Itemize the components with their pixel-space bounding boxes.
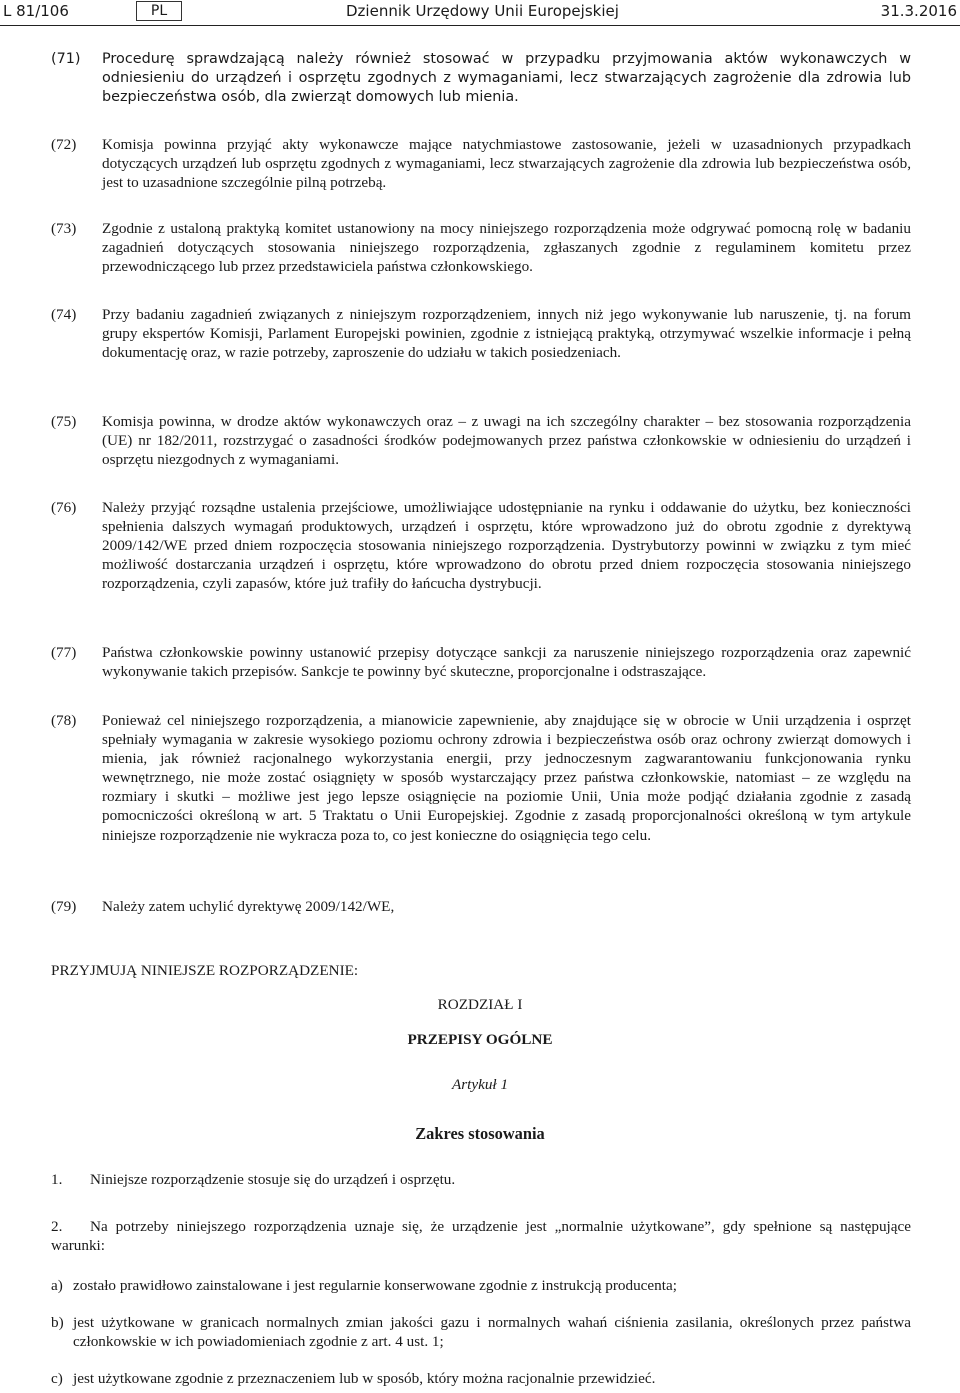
recital-text: Ponieważ cel niniejszego rozporządzenia, a mianowicie zapewnienie, aby znajdujące się w obrocie w Unii urządzenia i osprzęt spełniały wymagania w zakresie wysokiego poziomu ochrony zdrowia i bezpieczeństwa osób oraz ochrony zwierząt domowych i mienia, jak również racjonalnego wykorzystania energii, przy jednoczesnym zagwarantowaniu funkcjonowania rynku wewnętrznego, nie może zostać osiągnięty w sposób wystarczający przez państwa członkowskie, natomiast – ze względu na rozmiary i skutki – możliwe jest jego lepsze osiągnięcie na poziomie Unii, Unia może podjąć działania zgodnie z zasadą pomocniczości określoną w art. 5 Traktatu o Unii Europejskiej. Zgodnie z zasadą proporcjonalności określoną w tym artykule niniejsze rozporządzenie nie wykracza poza to, co jest konieczne do osiągnięcia tego celu. (102, 712, 911, 844)
recital-number: (78) (51, 712, 77, 729)
header-divider (0, 25, 960, 26)
article-paragraph-1 (51, 1170, 911, 1189)
recital-number: (73) (51, 220, 77, 237)
recital-number: (76) (51, 499, 77, 516)
recital-77 (51, 643, 911, 681)
paragraph-text: Niniejsze rozporządzenie stosuje się do urządzeń i osprzętu. (90, 1171, 456, 1188)
recital-text: Komisja powinna przyjąć akty wykonawcze mające natychmiastowe zastosowanie, jeżeli w uzasadnionych przypadkach dotyczących urządzeń lub osprzętu zgodnych z wymaganiami, lecz stwarzających zagrożenie dla zdrowia lub bezpieczeństwa osób, jest to uzasadnione szczególnie pilną potrzebą. (102, 136, 911, 192)
recital-number: (71) (51, 51, 81, 67)
recital-78 (51, 711, 911, 845)
recital-text: Należy przyjąć rozsądne ustalenia przejściowe, umożliwiające udostępnianie na rynku i oddawanie do użytku, bez konieczności spełnienia dalszych wymagań produktowych, urządzeń i osprzętu, które wprowadzono już do obrotu zgodnie z dyrektywą 2009/142/WE przed dniem rozpoczęcia stosowania niniejszego rozporządzenia. Dystrybutorzy powinni w związku z tym mieć możliwość dostarczania urządzeń i osprzętu, które wprowadzono do obrotu przed dniem rozpoczęcia stosowania niniejszego rozporządzenia, czyli zapasów, które już trafiły do łańcucha dystrybucji. (102, 499, 911, 593)
recital-text: Procedurę sprawdzającą należy również stosować w przypadku przyjmowania aktów wykonawczych w odniesieniu do urządzeń i osprzętu zgodnych z wymaganiami, lecz stwarzających zagrożenie dla zdrowia lub bezpieczeństwa osób, dla zwierząt domowych lub mienia. (102, 51, 911, 106)
recital-text: Komisja powinna, w drodze aktów wykonawczych oraz – z uwagi na ich szczególny charakter – bez stosowania rozporządzenia (UE) nr 182/2011, rozstrzygać o zasadności środków podejmowanych przez państwa członkowskie w odniesieniu do urządzeń i osprzętu niezgodnych z wymaganiami. (102, 413, 911, 469)
list-item-a (51, 1276, 911, 1295)
recital-text: Zgodnie z ustaloną praktyką komitet ustanowiony na mocy niniejszego rozporządzenia może odgrywać pomocną rolę w badaniu zagadnień dotyczących stosowania niniejszego rozporządzenia, zgłaszanych zgodnie z regulaminem komitetu przez przewodniczącego lub przez przedstawiciela państwa członkowskiego. (102, 220, 911, 276)
page-header (0, 0, 960, 26)
article-paragraph-2 (51, 1217, 911, 1255)
adoption-formula: PRZYJMUJĄ NINIEJSZE ROZPORZĄDZENIE: (51, 962, 359, 979)
article-number: Artykuł 1 (451, 1076, 509, 1093)
recital-number: (75) (51, 413, 77, 430)
item-text: jest użytkowane w granicach normalnych zmian jakości gazu i normalnych wahań ciśnienia zasilania, określonych przez państwa członkowskie w ich powiadomieniach zgodnie z art. 4 ust. 1; (73, 1314, 911, 1351)
chapter-number: ROZDZIAŁ I (437, 996, 523, 1013)
recital-75 (51, 412, 911, 469)
recital-number: (74) (51, 306, 77, 323)
item-letter: c) (51, 1370, 63, 1387)
recital-79 (51, 897, 911, 916)
item-text: jest użytkowane zgodnie z przeznaczeniem lub w sposób, który można racjonalnie przewidzieć. (73, 1370, 656, 1387)
recital-number: (79) (51, 898, 77, 915)
item-letter: b) (51, 1314, 64, 1331)
recital-text: Przy badaniu zagadnień związanych z niniejszym rozporządzeniem, innych niż jego wykonywanie lub naruszenie, tj. na forum grupy ekspertów Komisji, Parlament Europejski powinien, zgodnie z istniejącą praktyką, otrzymywać wszelkie informacje i pełną dokumentację oraz, w razie potrzeby, zaproszenie do udziału w takich posiedzeniach. (102, 306, 911, 362)
recital-number: (72) (51, 136, 77, 153)
list-item-c (51, 1369, 911, 1388)
paragraph-number: 1. (51, 1171, 63, 1188)
article-title: Zakres stosowania (415, 1124, 545, 1143)
language-badge: PL (136, 1, 182, 21)
recital-text: Państwa członkowskie powinny ustanowić przepisy dotyczące sankcji za naruszenie niniejszego rozporządzenia oraz zapewnić wykonywanie takich przepisów. Sankcje te powinny być skuteczne, proporcjonalne i odstraszające. (102, 644, 911, 681)
item-text: zostało prawidłowo zainstalowane i jest regularnie konserwowane zgodnie z instrukcją producenta; (73, 1277, 677, 1294)
recital-72 (51, 135, 911, 192)
recital-76 (51, 498, 911, 593)
page-reference: L 81/106 (3, 2, 69, 20)
list-item-b (51, 1313, 911, 1351)
item-letter: a) (51, 1277, 63, 1294)
recital-text: Należy zatem uchylić dyrektywę 2009/142/WE, (102, 898, 395, 915)
chapter-title: PRZEPISY OGÓLNE (407, 1031, 553, 1048)
publication-date: 31.3.2016 (880, 2, 957, 20)
recital-74 (51, 305, 911, 362)
paragraph-number: 2. (51, 1218, 63, 1235)
recital-73 (51, 219, 911, 276)
recital-number: (77) (51, 644, 77, 661)
journal-title: Dziennik Urzędowy Unii Europejskiej (346, 2, 619, 20)
paragraph-text: Na potrzeby niniejszego rozporządzenia uznaje się, że urządzenie jest „normalnie użytkowane”, gdy spełnione są następujące warunki: (51, 1218, 911, 1255)
recital-71 (51, 50, 911, 107)
